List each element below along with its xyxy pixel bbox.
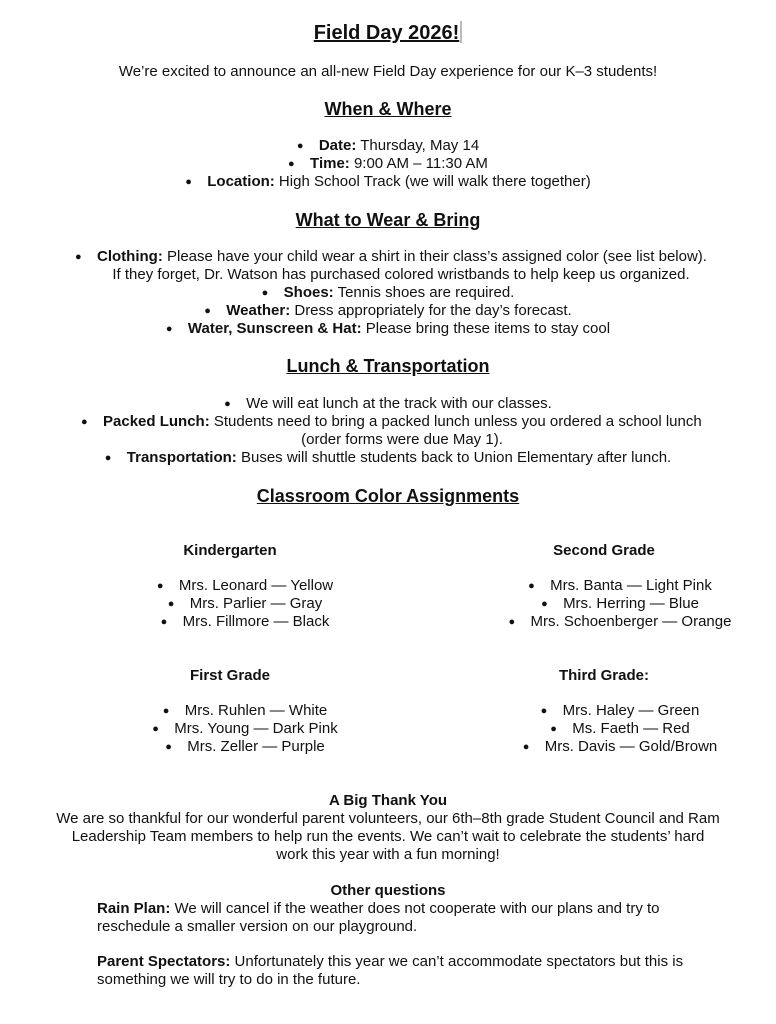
- list-item: [492, 577, 748, 595]
- second-grade-column: [504, 542, 704, 560]
- list-item-water: [0, 320, 776, 338]
- second-grade-title: Second Grade: [553, 542, 655, 559]
- item-label: Location:: [207, 173, 275, 190]
- list-item: [132, 577, 358, 595]
- item-text: Buses will shuttle students back to Union Elementary after lunch.: [236, 449, 672, 466]
- rain-plan-line-1: [97, 900, 660, 918]
- list-item: [132, 702, 358, 720]
- item-text: Mrs. Fillmore — Black: [182, 613, 330, 630]
- list-item: [132, 720, 358, 738]
- first-grade-title: First Grade: [189, 667, 271, 684]
- bullet-icon: ●: [75, 251, 82, 263]
- item-label: Weather:: [226, 302, 291, 319]
- thanks-line-3: work this year with a fun morning!: [276, 846, 500, 863]
- item-text: Thursday, May 14: [356, 137, 480, 154]
- bullet-icon: ●: [160, 616, 168, 628]
- item-text: Ms. Faeth — Red: [572, 720, 690, 737]
- intro-text: We’re excited to announce an all-new Field Day experience for our K–3 students!: [118, 63, 658, 80]
- list-item-packed-lunch: [81, 413, 702, 431]
- spectators-line-2: something we will try to do in the future.: [97, 971, 361, 988]
- list-item: [492, 613, 748, 631]
- title-text: Field Day 2026!: [313, 22, 460, 44]
- item-text: Mrs. Young — Dark Pink: [174, 720, 338, 737]
- rain-plan-text: We will cancel if the weather does not cooperate with our plans and try to: [170, 900, 660, 917]
- item-text: Please bring these items to stay cool: [361, 320, 611, 337]
- item-text: High School Track (we will walk there together): [274, 173, 591, 190]
- bullet-icon: ●: [528, 580, 535, 592]
- bullet-icon: ●: [540, 705, 548, 717]
- bullet-icon: ●: [288, 158, 295, 170]
- second-grade-list: [492, 577, 748, 631]
- item-text: Mrs. Herring — Blue: [563, 595, 699, 612]
- first-grade-list: [132, 702, 358, 756]
- item-text: Mrs. Parlier — Gray: [189, 595, 323, 612]
- item-text: Mrs. Haley — Green: [562, 702, 700, 719]
- bullet-icon: ●: [156, 580, 164, 592]
- third-grade-list: [500, 702, 740, 756]
- item-text: Mrs. Banta — Light Pink: [550, 577, 712, 594]
- bullet-icon: ●: [508, 616, 516, 628]
- item-label: Transportation:: [126, 449, 237, 466]
- bullet-icon: ●: [550, 723, 557, 735]
- bullet-icon: ●: [104, 452, 112, 464]
- bullet-icon: ●: [81, 416, 88, 428]
- spectators-line-1: [97, 953, 683, 971]
- list-item: [132, 738, 358, 756]
- clothing-continuation: If they forget, Dr. Watson has purchased colored wristbands to help keep us organized.: [112, 266, 690, 283]
- thanks-line-2: Leadership Team members to help run the events. We can’t wait to celebrate the students’ hard: [71, 828, 705, 845]
- kindergarten-title: Kindergarten: [183, 542, 277, 559]
- rain-plan-line-2: reschedule a smaller version on our playground.: [97, 918, 418, 935]
- item-label: Packed Lunch:: [103, 413, 210, 430]
- colors-heading: Classroom Color Assignments: [256, 486, 520, 506]
- list-item: [132, 613, 358, 631]
- list-item-time: [0, 155, 776, 173]
- page-title: [0, 19, 776, 47]
- list-item: [492, 595, 748, 613]
- other-heading: Other questions: [330, 882, 446, 899]
- text-cursor: [460, 21, 462, 43]
- list-item-location: [0, 173, 776, 191]
- list-item-transportation: [0, 449, 776, 467]
- bullet-icon: ●: [522, 741, 530, 753]
- list-item-clothing: [75, 248, 707, 266]
- thanks-heading: A Big Thank You: [328, 792, 448, 809]
- item-text: Please have your child wear a shirt in their class’s assigned color (see list below).: [162, 248, 707, 265]
- list-item: [500, 720, 740, 738]
- bullet-icon: ●: [261, 287, 269, 299]
- item-text: Mrs. Leonard — Yellow: [178, 577, 334, 594]
- item-text: Mrs. Schoenberger — Orange: [530, 613, 732, 630]
- parent-spectators: [97, 953, 683, 989]
- bullet-icon: ●: [162, 705, 170, 717]
- kindergarten-column: [130, 542, 330, 560]
- bullet-icon: ●: [167, 598, 175, 610]
- item-text: We will eat lunch at the track with our classes.: [246, 395, 552, 412]
- bullet-icon: ●: [296, 140, 304, 152]
- spectators-label: Parent Spectators:: [97, 953, 231, 970]
- bullet-icon: ●: [541, 598, 548, 610]
- item-label: Date:: [318, 137, 357, 154]
- item-label: Water, Sunscreen & Hat:: [187, 320, 362, 337]
- list-item-shoes: [0, 284, 776, 302]
- item-text: Dress appropriately for the day’s forecast.: [290, 302, 572, 319]
- list-item: [132, 595, 358, 613]
- lunch-heading: Lunch & Transportation: [286, 356, 490, 376]
- packed-lunch-continuation: (order forms were due May 1).: [301, 431, 503, 448]
- item-text: 9:00 AM – 11:30 AM: [349, 155, 488, 172]
- bullet-icon: ●: [224, 398, 231, 410]
- item-label: Clothing:: [97, 248, 163, 265]
- when-where-heading: When & Where: [324, 99, 452, 119]
- third-grade-column: [504, 667, 704, 685]
- rain-plan: [97, 900, 660, 936]
- bullet-icon: ●: [165, 741, 172, 753]
- kindergarten-list: [132, 577, 358, 631]
- list-item-date: [0, 137, 776, 155]
- item-label: Shoes:: [283, 284, 334, 301]
- bullet-icon: ●: [185, 176, 192, 188]
- bullet-icon: ●: [204, 305, 211, 317]
- item-text: Mrs. Zeller — Purple: [187, 738, 325, 755]
- item-text: Students need to bring a packed lunch unless you ordered a school lunch: [209, 413, 702, 430]
- spectators-text: Unfortunately this year we can’t accommodate spectators but this is: [230, 953, 684, 970]
- list-item-weather: [0, 302, 776, 320]
- bullet-icon: ●: [165, 323, 173, 335]
- list-item-eat-lunch: [0, 395, 776, 413]
- rain-plan-label: Rain Plan:: [97, 900, 171, 917]
- item-text: Mrs. Ruhlen — White: [184, 702, 328, 719]
- bullet-icon: ●: [152, 723, 159, 735]
- item-text: Tennis shoes are required.: [333, 284, 515, 301]
- list-item: [500, 738, 740, 756]
- third-grade-title: Third Grade:: [558, 667, 649, 684]
- thanks-line-1: We are so thankful for our wonderful parent volunteers, our 6th–8th grade Student Council and Ram: [56, 810, 720, 827]
- wear-bring-heading: What to Wear & Bring: [295, 210, 481, 230]
- item-text: Mrs. Davis — Gold/Brown: [544, 738, 718, 755]
- item-label: Time:: [310, 155, 350, 172]
- list-item: [500, 702, 740, 720]
- first-grade-column: [130, 667, 330, 685]
